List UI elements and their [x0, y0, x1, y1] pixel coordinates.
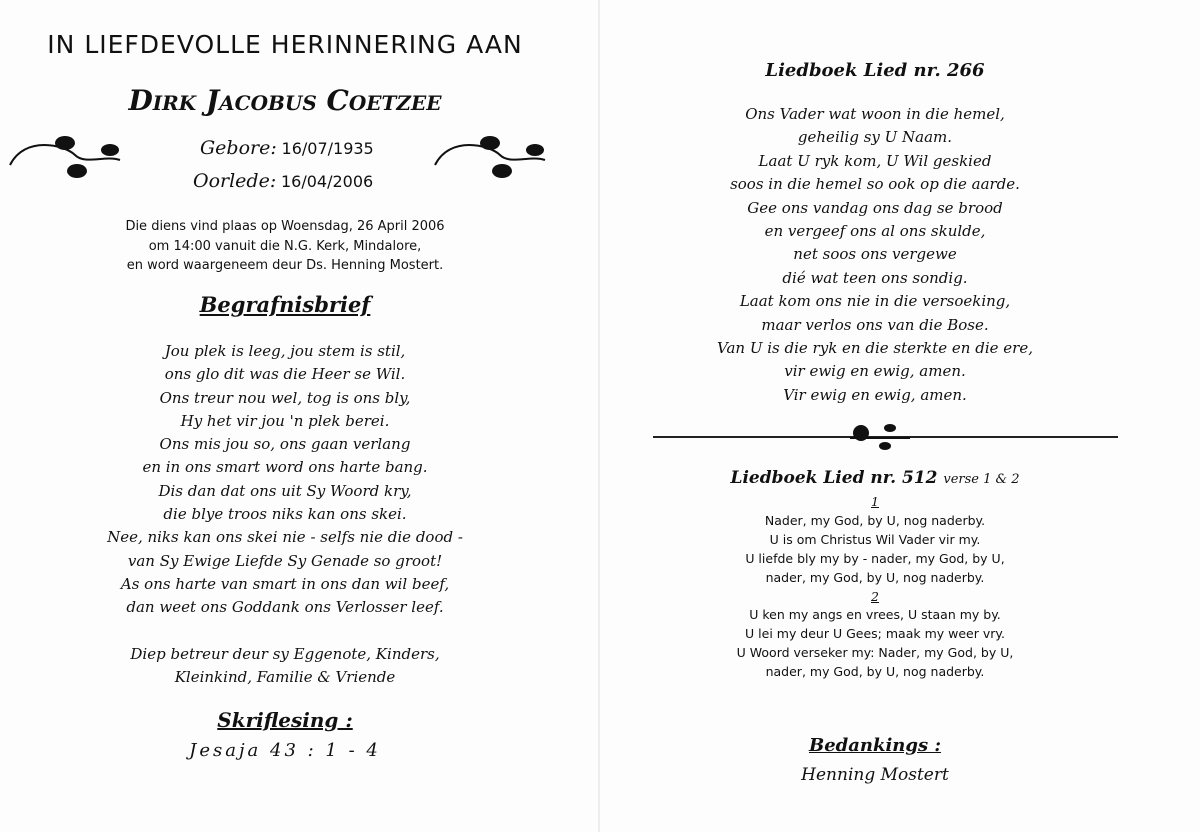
poem-line: en in ons smart word ons harte bang.: [142, 458, 428, 477]
poem-line: Jou plek is leeg, jou stem is stil,: [164, 342, 406, 360]
poem-line: dan weet ons Goddank ons Verlosser leef.: [126, 598, 444, 617]
mourners-line: Diep betreur deur sy Eggenote, Kinders,: [130, 645, 440, 663]
poem-title: Begrafnisbrief: [199, 292, 371, 317]
verse-number: 1: [871, 494, 879, 509]
hymn-line: Vir ewig en ewig, amen.: [783, 385, 967, 404]
hymn-line: vir ewig en ewig, amen.: [784, 362, 966, 381]
hymn-line: Gee ons vandag ons dag se brood: [747, 198, 1003, 217]
right-panel: [650, 0, 1100, 832]
verse-number: 2: [871, 588, 879, 604]
poem-line: die blye troos niks kan ons skei.: [163, 505, 407, 524]
poem-line: Dis dan dat ons uit Sy Woord kry,: [158, 481, 412, 500]
hymn2-title: [650, 468, 1100, 488]
hymn-line: U liefde bly my by - nader, my God, by U,: [745, 550, 1005, 566]
poem-line: van Sy Ewige Liefde Sy Genade so groot!: [127, 551, 443, 570]
poem-line: ons glo dit was die Heer se Wil.: [164, 365, 406, 384]
hymn-line: Nader, my God, by U, nog naderby.: [764, 512, 986, 528]
born-date: 16/07/1935: [281, 139, 374, 158]
hymn-line: Laat kom ons nie in die versoeking,: [739, 292, 1011, 311]
hymn-line: net soos ons vergewe: [793, 245, 957, 264]
hymn-line: maar verlos ons van die Bose.: [761, 315, 989, 334]
left-panel: [0, 0, 570, 832]
hymn-line: nader, my God, by U, nog naderby.: [765, 664, 985, 680]
vine-ornament-right-icon: [430, 125, 550, 185]
deceased-name: Dirk Jacobus Coetzee: [128, 84, 442, 117]
hymn1-text: [650, 103, 1100, 407]
hymn-line: U ken my angs en vrees, U staan my by.: [749, 607, 1001, 623]
page-fold: [598, 0, 600, 832]
hymn1-title: Liedboek Lied nr. 266: [765, 60, 985, 81]
service-line: Die diens vind plaas op Woensdag, 26 April 2006: [125, 219, 445, 234]
hymn2-text: [650, 493, 1100, 682]
hymn-line: soos in die hemel so ook op die aarde.: [730, 175, 1020, 194]
hymn2-verses: verse 1 & 2: [943, 472, 1020, 487]
heading: IN LIEFDEVOLLE HERINNERING AAN: [47, 30, 523, 59]
hymn-line: nader, my God, by U, nog naderby.: [765, 569, 985, 585]
service-details: [0, 217, 570, 276]
mourners: [0, 643, 570, 689]
reading-title: Skriflesing :: [217, 708, 353, 732]
vine-ornament-left-icon: [5, 125, 125, 185]
mourners-line: Kleinkind, Familie & Vriende: [174, 668, 396, 686]
poem-line: Ons mis jou so, ons gaan verlang: [159, 435, 411, 454]
hymn-line: U is om Christus Wil Vader vir my.: [769, 531, 981, 547]
service-line: om 14:00 vanuit die N.G. Kerk, Mindalore,: [148, 238, 422, 254]
poem-line: Nee, niks kan ons skei nie - selfs nie die dood -: [107, 528, 463, 547]
hymn-line: Laat U ryk kom, U Wil geskied: [758, 151, 992, 170]
poem-line: Ons treur nou wel, tog is ons bly,: [159, 388, 411, 407]
hymn-line: U Woord verseker my: Nader, my God, by U,: [736, 645, 1014, 661]
born-label: Gebore:: [200, 137, 277, 159]
thanks-name: Henning Mostert: [801, 765, 949, 785]
rose-ornament-icon: [845, 418, 915, 454]
thanks-title: Bedankings :: [808, 735, 942, 756]
died-label: Oorlede:: [193, 170, 277, 192]
poem: [0, 340, 570, 620]
hymn-line: geheilig sy U Naam.: [797, 128, 953, 147]
hymn-line: Ons Vader wat woon in die hemel,: [745, 105, 1005, 123]
hymn-line: en vergeef ons al ons skulde,: [764, 222, 986, 241]
poem-line: As ons harte van smart in ons dan wil beef,: [120, 574, 450, 593]
service-line: en word waargeneem deur Ds. Henning Mostert.: [126, 258, 444, 273]
died-date: 16/04/2006: [280, 172, 374, 191]
hymn-line: Van U is die ryk en die sterkte en die ere,: [717, 339, 1033, 358]
poem-line: Hy het vir jou 'n plek berei.: [180, 411, 390, 430]
reading-reference: Jesaja 43 : 1 - 4: [189, 740, 381, 761]
hymn-line: dié wat teen ons sondig.: [782, 268, 968, 287]
hymn-line: U lei my deur U Gees; maak my weer vry.: [745, 626, 1005, 642]
hymn2-title-text: Liedboek Lied nr. 512: [730, 468, 938, 488]
